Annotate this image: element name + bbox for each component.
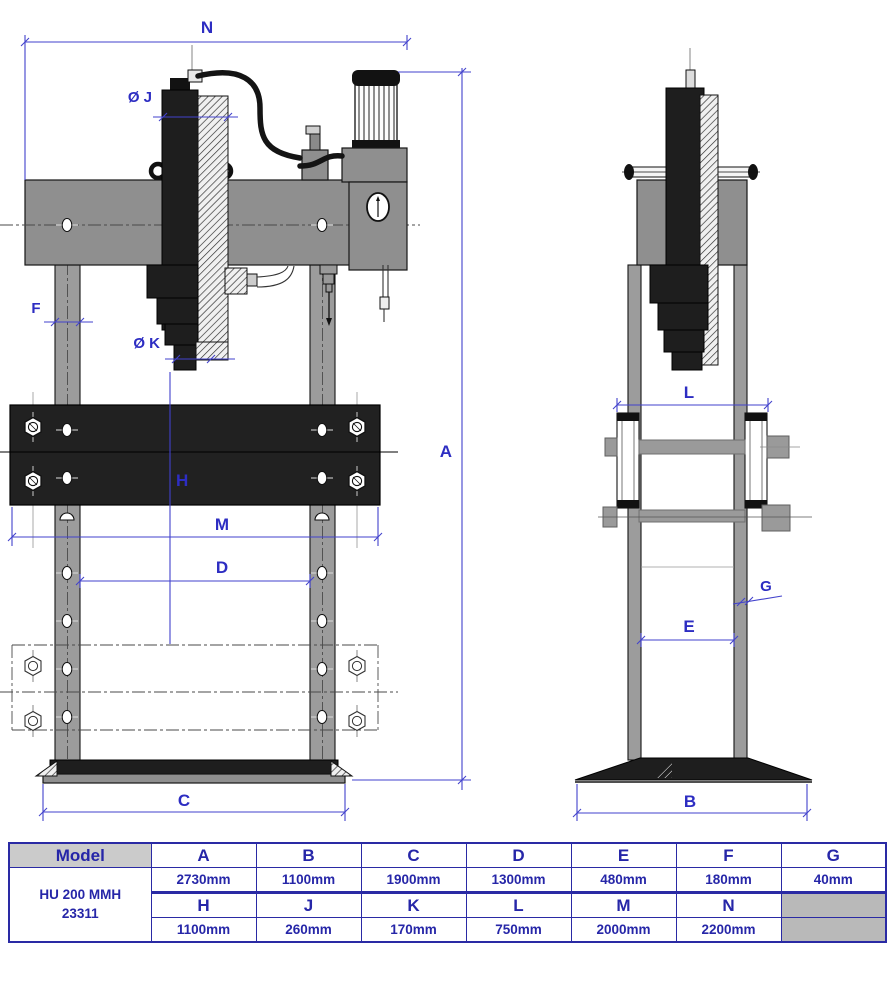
table-values-row-1	[9, 868, 886, 893]
base-side	[575, 758, 812, 782]
table-header-row-1	[9, 843, 886, 868]
header-G: G	[781, 843, 886, 868]
dim-label-C: C	[177, 791, 191, 810]
value-A: 2730mm	[151, 868, 256, 893]
header-D: D	[466, 843, 571, 868]
side-view	[575, 48, 812, 782]
valve-cluster	[302, 126, 328, 180]
dim-label-N: N	[200, 18, 214, 37]
front-view	[0, 45, 420, 783]
header-J: J	[256, 893, 361, 918]
header-H: H	[151, 893, 256, 918]
dim-label-J: Ø J	[127, 89, 152, 106]
dimension-E	[637, 617, 738, 647]
value-F: 180mm	[676, 868, 781, 893]
dimension-D	[76, 558, 314, 588]
model-name-cell	[9, 868, 151, 943]
hydraulic-power-unit	[342, 148, 407, 270]
pressure-gauge	[367, 193, 389, 221]
dipstick	[380, 265, 389, 322]
header-L: L	[466, 893, 571, 918]
header-C: C	[361, 843, 466, 868]
dim-label-M: M	[214, 515, 230, 534]
model-name-line1: HU 200 MMH	[39, 887, 122, 903]
header-F: F	[676, 843, 781, 868]
header-M: M	[571, 893, 676, 918]
dimension-table	[8, 842, 887, 943]
value-E: 480mm	[571, 868, 676, 893]
value-J: 260mm	[256, 918, 361, 943]
value-K: 170mm	[361, 918, 466, 943]
dimension-B	[573, 784, 811, 821]
dim-label-F: F	[31, 300, 41, 317]
value-L: 750mm	[466, 918, 571, 943]
header-B: B	[256, 843, 361, 868]
value-M: 2000mm	[571, 918, 676, 943]
model-header-cell: Model	[9, 843, 151, 868]
dim-label-D: D	[215, 558, 229, 577]
value-H: 1100mm	[151, 918, 256, 943]
dim-label-H: H	[176, 471, 189, 490]
dim-label-G: G	[760, 578, 772, 595]
header-A: A	[151, 843, 256, 868]
dim-label-L: L	[683, 383, 695, 402]
value-B: 1100mm	[256, 868, 361, 893]
dimension-C	[39, 784, 349, 821]
header-K: K	[361, 893, 466, 918]
base-front	[36, 760, 352, 783]
value-D: 1300mm	[466, 868, 571, 893]
dim-label-E: E	[683, 617, 695, 636]
electric-motor	[352, 70, 400, 149]
dim-label-A: A	[439, 442, 452, 461]
model-name-line2: 23311	[61, 905, 99, 921]
value-G: 40mm	[781, 868, 886, 893]
empty-cell-top	[781, 893, 886, 918]
header-N: N	[676, 893, 781, 918]
dim-label-B: B	[683, 792, 697, 811]
dimension-table-wrap	[8, 842, 887, 943]
dim-label-K: Ø K	[133, 335, 160, 352]
empty-cell-bottom	[781, 918, 886, 943]
header-E: E	[571, 843, 676, 868]
value-C: 1900mm	[361, 868, 466, 893]
value-N: 2200mm	[676, 918, 781, 943]
